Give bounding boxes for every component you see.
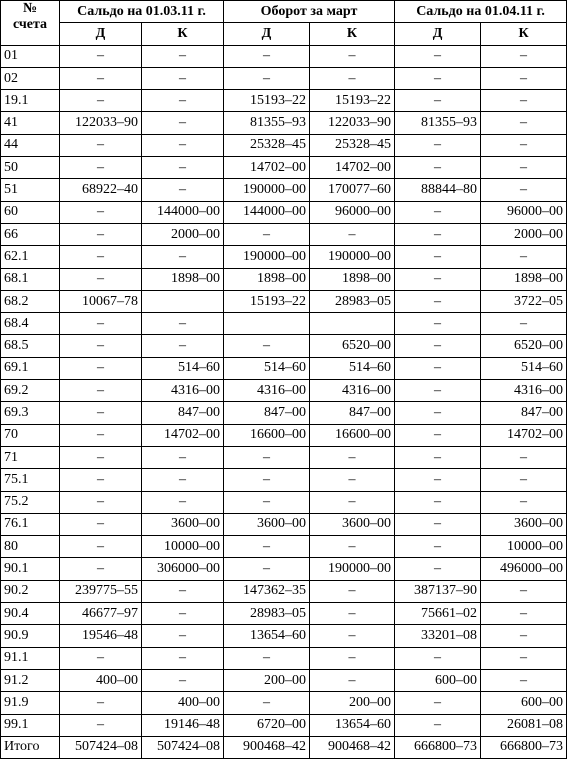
closing-debit-cell: – xyxy=(395,469,481,491)
closing-debit-cell: – xyxy=(395,558,481,580)
closing-credit-cell: 4316–00 xyxy=(481,380,567,402)
closing-debit-cell: 75661–02 xyxy=(395,603,481,625)
opening-credit-cell: – xyxy=(142,90,224,112)
table-row xyxy=(1,536,567,558)
account-number-cell: 60 xyxy=(1,201,60,223)
opening-debit-cell: – xyxy=(60,692,142,714)
table-row xyxy=(1,201,567,223)
account-number-cell: 69.1 xyxy=(1,357,60,379)
closing-debit-cell: – xyxy=(395,67,481,89)
opening-credit-cell: 847–00 xyxy=(142,402,224,424)
closing-debit-cell: – xyxy=(395,536,481,558)
opening-credit-cell: – xyxy=(142,625,224,647)
opening-debit-cell: – xyxy=(60,424,142,446)
account-number-cell: 71 xyxy=(1,446,60,468)
turnover-debit-cell: 16600–00 xyxy=(224,424,310,446)
closing-credit-cell: – xyxy=(481,67,567,89)
table-row xyxy=(1,603,567,625)
turnover-credit-cell: – xyxy=(310,669,395,691)
closing-credit-cell: 3722–05 xyxy=(481,290,567,312)
turnover-credit-cell: – xyxy=(310,647,395,669)
closing-debit-cell: – xyxy=(395,357,481,379)
opening-debit-cell: – xyxy=(60,536,142,558)
account-number-cell: 90.9 xyxy=(1,625,60,647)
closing-debit-cell: – xyxy=(395,313,481,335)
opening-debit-cell: – xyxy=(60,90,142,112)
turnover-credit-cell: 16600–00 xyxy=(310,424,395,446)
table-row xyxy=(1,313,567,335)
opening-debit-cell: 507424–08 xyxy=(60,736,142,758)
closing-credit-cell: – xyxy=(481,469,567,491)
table-row xyxy=(1,357,567,379)
closing-debit-cell: 88844–80 xyxy=(395,179,481,201)
closing-credit-cell: 2000–00 xyxy=(481,223,567,245)
opening-debit-cell: – xyxy=(60,335,142,357)
opening-credit-cell: 507424–08 xyxy=(142,736,224,758)
table-row xyxy=(1,67,567,89)
closing-credit-cell: – xyxy=(481,45,567,67)
turnover-debit-cell: 1898–00 xyxy=(224,268,310,290)
table-row xyxy=(1,112,567,134)
opening-credit-cell: 514–60 xyxy=(142,357,224,379)
table-row xyxy=(1,424,567,446)
account-number-cell: 19.1 xyxy=(1,90,60,112)
opening-debit-cell: – xyxy=(60,157,142,179)
closing-credit-cell: – xyxy=(481,580,567,602)
closing-credit-cell: 1898–00 xyxy=(481,268,567,290)
turnover-credit-cell: – xyxy=(310,45,395,67)
closing-debit-cell: 81355–93 xyxy=(395,112,481,134)
closing-credit-cell: 496000–00 xyxy=(481,558,567,580)
opening-credit-cell: 1898–00 xyxy=(142,268,224,290)
opening-debit-cell: – xyxy=(60,402,142,424)
closing-debit-cell: – xyxy=(395,491,481,513)
header-row-sub xyxy=(1,23,567,45)
turnover-debit-cell: 144000–00 xyxy=(224,201,310,223)
opening-credit-cell: 400–00 xyxy=(142,692,224,714)
table-row xyxy=(1,513,567,535)
closing-debit-cell: – xyxy=(395,290,481,312)
opening-credit-cell: 14702–00 xyxy=(142,424,224,446)
account-number-cell: 68.2 xyxy=(1,290,60,312)
turnover-header: Оборот за март xyxy=(224,1,395,23)
table-row xyxy=(1,714,567,736)
closing-credit-cell: – xyxy=(481,603,567,625)
closing-credit-header: К xyxy=(481,23,567,45)
opening-debit-cell: – xyxy=(60,134,142,156)
turnover-debit-cell: 81355–93 xyxy=(224,112,310,134)
opening-debit-cell: – xyxy=(60,268,142,290)
opening-credit-cell: – xyxy=(142,580,224,602)
table-row xyxy=(1,90,567,112)
turnover-debit-cell: 25328–45 xyxy=(224,134,310,156)
account-number-cell: 75.2 xyxy=(1,491,60,513)
turnover-credit-cell: 1898–00 xyxy=(310,268,395,290)
closing-credit-cell: 666800–73 xyxy=(481,736,567,758)
closing-credit-cell: – xyxy=(481,647,567,669)
opening-credit-cell: – xyxy=(142,67,224,89)
table-body xyxy=(1,45,567,759)
closing-credit-cell: 600–00 xyxy=(481,692,567,714)
account-number-cell: 68.1 xyxy=(1,268,60,290)
closing-credit-cell: – xyxy=(481,112,567,134)
turnover-debit-cell: 847–00 xyxy=(224,402,310,424)
table-row xyxy=(1,402,567,424)
turnover-debit-cell: 4316–00 xyxy=(224,380,310,402)
turnover-debit-cell: – xyxy=(224,558,310,580)
account-number-cell: 70 xyxy=(1,424,60,446)
opening-credit-cell: 3600–00 xyxy=(142,513,224,535)
opening-debit-cell: – xyxy=(60,223,142,245)
opening-credit-cell: 19146–48 xyxy=(142,714,224,736)
turnover-debit-cell: 190000–00 xyxy=(224,179,310,201)
closing-debit-cell: – xyxy=(395,513,481,535)
opening-debit-cell: 122033–90 xyxy=(60,112,142,134)
closing-debit-cell: – xyxy=(395,424,481,446)
opening-debit-cell: – xyxy=(60,45,142,67)
account-number-cell: 91.2 xyxy=(1,669,60,691)
turnover-debit-cell: – xyxy=(224,647,310,669)
opening-debit-cell: – xyxy=(60,313,142,335)
closing-credit-cell: – xyxy=(481,90,567,112)
opening-credit-cell: – xyxy=(142,157,224,179)
opening-credit-cell: – xyxy=(142,246,224,268)
account-number-cell: 01 xyxy=(1,45,60,67)
turnover-debit-cell: 147362–35 xyxy=(224,580,310,602)
opening-debit-header: Д xyxy=(60,23,142,45)
account-number-cell: 75.1 xyxy=(1,469,60,491)
closing-balance-header: Сальдо на 01.04.11 г. xyxy=(395,1,567,23)
closing-credit-cell: 514–60 xyxy=(481,357,567,379)
closing-credit-cell: 96000–00 xyxy=(481,201,567,223)
turnover-credit-cell: 13654–60 xyxy=(310,714,395,736)
closing-debit-cell: 666800–73 xyxy=(395,736,481,758)
opening-debit-cell: – xyxy=(60,491,142,513)
opening-credit-cell: – xyxy=(142,603,224,625)
opening-debit-cell: 19546–48 xyxy=(60,625,142,647)
account-number-cell: 68.5 xyxy=(1,335,60,357)
account-number-cell: 91.9 xyxy=(1,692,60,714)
turnover-debit-cell: 13654–60 xyxy=(224,625,310,647)
closing-credit-cell: – xyxy=(481,179,567,201)
opening-debit-cell: 10067–78 xyxy=(60,290,142,312)
turnover-credit-cell: 15193–22 xyxy=(310,90,395,112)
turnover-debit-cell: – xyxy=(224,223,310,245)
closing-debit-cell: – xyxy=(395,647,481,669)
table-row xyxy=(1,647,567,669)
opening-credit-cell: 306000–00 xyxy=(142,558,224,580)
account-number-cell: 69.3 xyxy=(1,402,60,424)
turnover-debit-cell: 28983–05 xyxy=(224,603,310,625)
closing-debit-cell: 600–00 xyxy=(395,669,481,691)
table-row xyxy=(1,469,567,491)
turnover-debit-cell: 15193–22 xyxy=(224,290,310,312)
account-number-cell: 69.2 xyxy=(1,380,60,402)
table-row xyxy=(1,692,567,714)
table-header xyxy=(1,1,567,46)
opening-credit-cell: – xyxy=(142,112,224,134)
turnover-credit-cell: 122033–90 xyxy=(310,112,395,134)
closing-debit-cell: – xyxy=(395,402,481,424)
closing-debit-cell: 33201–08 xyxy=(395,625,481,647)
closing-debit-cell: – xyxy=(395,90,481,112)
table-row xyxy=(1,335,567,357)
turnover-debit-cell: – xyxy=(224,446,310,468)
opening-debit-cell: – xyxy=(60,246,142,268)
turnover-credit-cell: 200–00 xyxy=(310,692,395,714)
opening-debit-cell: – xyxy=(60,201,142,223)
turnover-debit-cell: 6720–00 xyxy=(224,714,310,736)
turnover-debit-cell: 14702–00 xyxy=(224,157,310,179)
turnover-credit-cell: 25328–45 xyxy=(310,134,395,156)
turnover-credit-cell: 847–00 xyxy=(310,402,395,424)
closing-credit-cell: – xyxy=(481,157,567,179)
turnover-debit-cell: 514–60 xyxy=(224,357,310,379)
closing-credit-cell: – xyxy=(481,446,567,468)
closing-debit-cell: – xyxy=(395,45,481,67)
turnover-credit-cell: – xyxy=(310,67,395,89)
table-row xyxy=(1,446,567,468)
closing-credit-cell: – xyxy=(481,134,567,156)
opening-debit-cell: 239775–55 xyxy=(60,580,142,602)
turnover-credit-header: К xyxy=(310,23,395,45)
turnover-debit-cell: 15193–22 xyxy=(224,90,310,112)
table-row xyxy=(1,268,567,290)
opening-credit-cell: – xyxy=(142,313,224,335)
opening-debit-cell: – xyxy=(60,647,142,669)
opening-credit-cell: 4316–00 xyxy=(142,380,224,402)
opening-debit-cell: – xyxy=(60,67,142,89)
opening-debit-cell: – xyxy=(60,558,142,580)
opening-credit-cell: – xyxy=(142,446,224,468)
table-row xyxy=(1,290,567,312)
closing-debit-cell: – xyxy=(395,268,481,290)
turnover-credit-cell: 900468–42 xyxy=(310,736,395,758)
account-number-cell: 90.2 xyxy=(1,580,60,602)
opening-credit-cell: – xyxy=(142,45,224,67)
turnover-credit-cell: 190000–00 xyxy=(310,558,395,580)
turnover-credit-cell: 14702–00 xyxy=(310,157,395,179)
table-row xyxy=(1,157,567,179)
table-row xyxy=(1,45,567,67)
turnover-debit-cell: 200–00 xyxy=(224,669,310,691)
turnover-credit-cell: – xyxy=(310,580,395,602)
header-row-groups xyxy=(1,1,567,23)
opening-debit-cell: – xyxy=(60,357,142,379)
account-header-line2: счета xyxy=(12,17,48,32)
table-row xyxy=(1,669,567,691)
account-header-line1: № xyxy=(22,1,38,16)
turnover-credit-cell: – xyxy=(310,603,395,625)
account-number-cell: 90.4 xyxy=(1,603,60,625)
account-number-cell: 02 xyxy=(1,67,60,89)
opening-credit-cell: – xyxy=(142,179,224,201)
table-row xyxy=(1,558,567,580)
account-number-cell: Итого xyxy=(1,736,60,758)
closing-debit-cell: 387137–90 xyxy=(395,580,481,602)
turnover-debit-header: Д xyxy=(224,23,310,45)
account-number-cell: 41 xyxy=(1,112,60,134)
closing-credit-cell: 14702–00 xyxy=(481,424,567,446)
account-number-cell: 90.1 xyxy=(1,558,60,580)
turnover-debit-cell: 190000–00 xyxy=(224,246,310,268)
account-number-cell: 62.1 xyxy=(1,246,60,268)
table-row xyxy=(1,580,567,602)
turnover-credit-cell: 6520–00 xyxy=(310,335,395,357)
closing-debit-cell: – xyxy=(395,446,481,468)
opening-credit-cell: – xyxy=(142,669,224,691)
account-number-cell: 51 xyxy=(1,179,60,201)
table-row xyxy=(1,134,567,156)
opening-debit-cell: 46677–97 xyxy=(60,603,142,625)
turnover-credit-cell: 190000–00 xyxy=(310,246,395,268)
opening-debit-cell: – xyxy=(60,469,142,491)
account-number-cell: 50 xyxy=(1,157,60,179)
closing-credit-cell: – xyxy=(481,491,567,513)
turnover-credit-cell: – xyxy=(310,536,395,558)
turnover-debit-cell: 900468–42 xyxy=(224,736,310,758)
opening-credit-cell xyxy=(142,290,224,312)
table-row xyxy=(1,380,567,402)
opening-debit-cell: 400–00 xyxy=(60,669,142,691)
turnover-debit-cell: – xyxy=(224,469,310,491)
closing-debit-cell: – xyxy=(395,223,481,245)
closing-debit-cell: – xyxy=(395,157,481,179)
account-number-header xyxy=(1,1,60,46)
opening-debit-cell: – xyxy=(60,714,142,736)
closing-credit-cell: 3600–00 xyxy=(481,513,567,535)
table-row xyxy=(1,625,567,647)
opening-credit-cell: – xyxy=(142,335,224,357)
closing-credit-cell: 10000–00 xyxy=(481,536,567,558)
account-number-cell: 91.1 xyxy=(1,647,60,669)
closing-credit-cell: 26081–08 xyxy=(481,714,567,736)
table-row xyxy=(1,179,567,201)
opening-debit-cell: – xyxy=(60,446,142,468)
opening-credit-cell: – xyxy=(142,469,224,491)
turnover-debit-cell: – xyxy=(224,67,310,89)
account-number-cell: 80 xyxy=(1,536,60,558)
opening-credit-cell: – xyxy=(142,134,224,156)
closing-debit-cell: – xyxy=(395,335,481,357)
account-number-cell: 66 xyxy=(1,223,60,245)
closing-credit-cell: 6520–00 xyxy=(481,335,567,357)
turnover-credit-cell: – xyxy=(310,223,395,245)
closing-debit-cell: – xyxy=(395,714,481,736)
opening-credit-cell: – xyxy=(142,491,224,513)
account-number-cell: 99.1 xyxy=(1,714,60,736)
turnover-debit-cell: – xyxy=(224,491,310,513)
opening-credit-header: К xyxy=(142,23,224,45)
total-row xyxy=(1,736,567,758)
opening-credit-cell: 2000–00 xyxy=(142,223,224,245)
turnover-debit-cell: – xyxy=(224,45,310,67)
opening-credit-cell: – xyxy=(142,647,224,669)
turnover-debit-cell: 3600–00 xyxy=(224,513,310,535)
closing-credit-cell: – xyxy=(481,669,567,691)
table-row xyxy=(1,223,567,245)
turnover-debit-cell: – xyxy=(224,536,310,558)
opening-balance-header: Сальдо на 01.03.11 г. xyxy=(60,1,224,23)
opening-debit-cell: – xyxy=(60,513,142,535)
account-number-cell: 68.4 xyxy=(1,313,60,335)
closing-debit-cell: – xyxy=(395,246,481,268)
turnover-credit-cell: 514–60 xyxy=(310,357,395,379)
closing-debit-cell: – xyxy=(395,201,481,223)
closing-credit-cell: 847–00 xyxy=(481,402,567,424)
turnover-debit-cell xyxy=(224,313,310,335)
closing-credit-cell: – xyxy=(481,246,567,268)
opening-debit-cell: 68922–40 xyxy=(60,179,142,201)
turnover-credit-cell: – xyxy=(310,469,395,491)
closing-debit-cell: – xyxy=(395,692,481,714)
turnover-debit-cell: – xyxy=(224,692,310,714)
account-number-cell: 76.1 xyxy=(1,513,60,535)
table-row xyxy=(1,491,567,513)
turnover-credit-cell: – xyxy=(310,446,395,468)
closing-debit-cell: – xyxy=(395,134,481,156)
account-number-cell: 44 xyxy=(1,134,60,156)
turnover-credit-cell xyxy=(310,313,395,335)
turnover-credit-cell: 96000–00 xyxy=(310,201,395,223)
turnover-credit-cell: 3600–00 xyxy=(310,513,395,535)
turnover-credit-cell: – xyxy=(310,625,395,647)
opening-debit-cell: – xyxy=(60,380,142,402)
closing-credit-cell: – xyxy=(481,625,567,647)
closing-debit-cell: – xyxy=(395,380,481,402)
turnover-credit-cell: 4316–00 xyxy=(310,380,395,402)
turnover-credit-cell: 28983–05 xyxy=(310,290,395,312)
opening-credit-cell: 144000–00 xyxy=(142,201,224,223)
turnover-credit-cell: – xyxy=(310,491,395,513)
turnover-credit-cell: 170077–60 xyxy=(310,179,395,201)
turnover-debit-cell: – xyxy=(224,335,310,357)
closing-credit-cell: – xyxy=(481,313,567,335)
table-row xyxy=(1,246,567,268)
opening-credit-cell: 10000–00 xyxy=(142,536,224,558)
closing-debit-header: Д xyxy=(395,23,481,45)
